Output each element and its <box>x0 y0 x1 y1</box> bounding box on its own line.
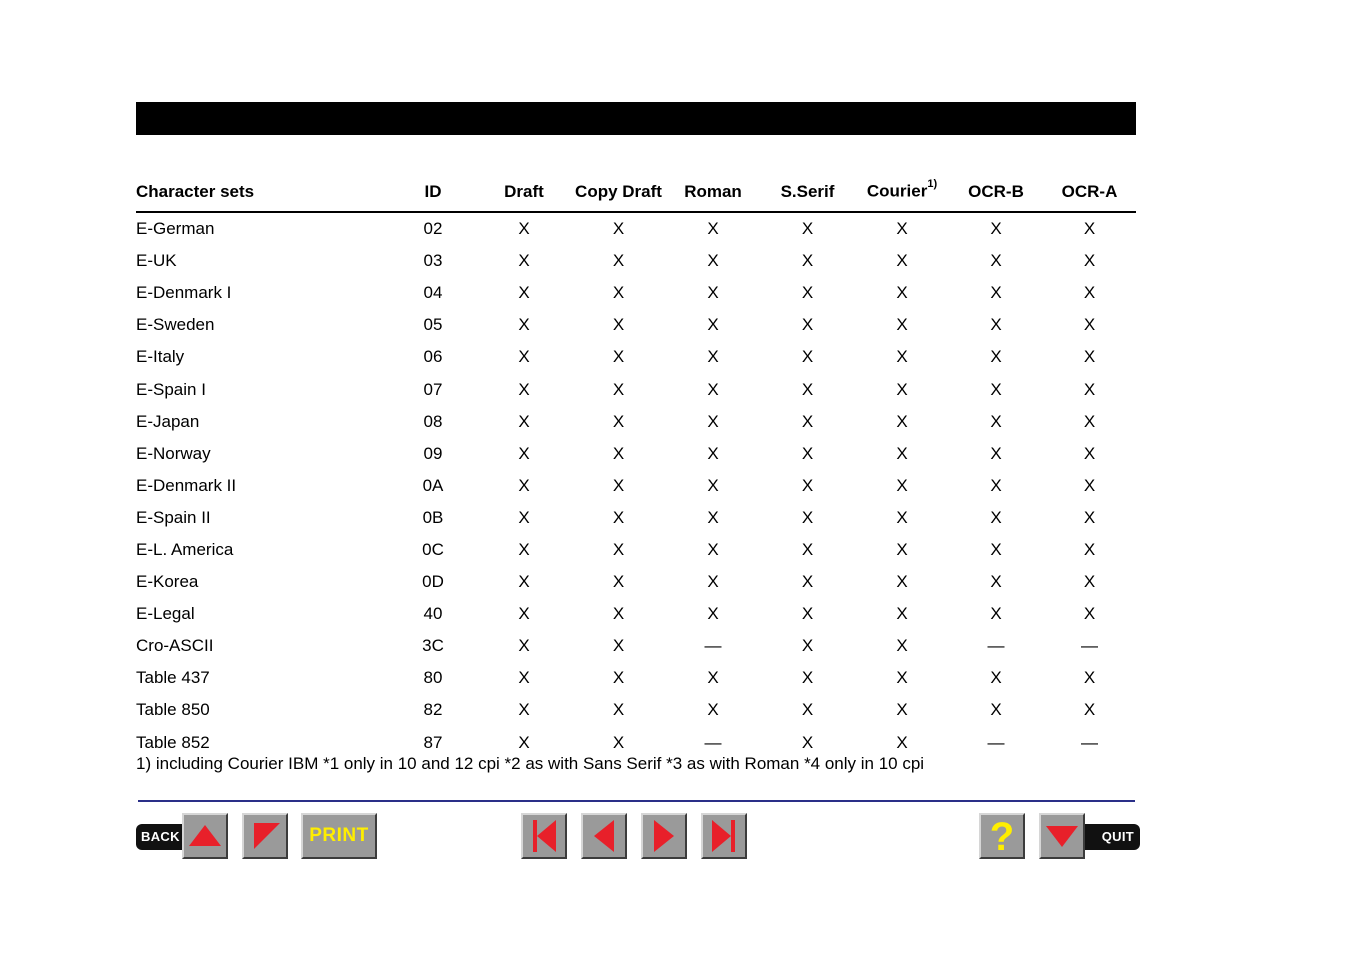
support-cell: X <box>801 315 814 335</box>
character-sets-table <box>136 166 1136 759</box>
support-cell: X <box>990 347 1002 367</box>
support-cell: X <box>707 539 719 559</box>
support-cell: X <box>518 219 530 239</box>
table-row <box>136 373 1136 405</box>
triangle-down-icon <box>1041 815 1083 857</box>
support-cell: — <box>1081 732 1098 752</box>
support-cell: X <box>896 604 908 624</box>
support-cell: X <box>612 347 625 367</box>
header-id: ID <box>389 166 477 212</box>
charset-id-cell: 3C <box>422 636 444 656</box>
courier-footnote-mark: 1) <box>927 178 938 191</box>
support-cell: — <box>987 732 1005 752</box>
support-cell: — <box>704 732 722 752</box>
support-cell: X <box>801 443 814 463</box>
quit-label[interactable] <box>1076 824 1140 850</box>
header-roman: Roman <box>666 166 760 212</box>
support-cell: — <box>987 636 1005 656</box>
support-cell: X <box>1083 443 1096 463</box>
charset-name-cell: E-Sweden <box>136 315 215 335</box>
support-cell: X <box>612 636 625 656</box>
support-cell: — <box>704 636 722 656</box>
support-cell: X <box>1083 251 1096 271</box>
charset-id-cell: 80 <box>423 668 443 688</box>
support-cell: X <box>707 379 719 399</box>
support-cell: X <box>707 507 719 527</box>
charset-name-cell: Cro-ASCII <box>136 636 214 656</box>
charset-name-cell: E-Legal <box>136 604 195 624</box>
table-row <box>136 662 1136 694</box>
support-cell: X <box>801 572 814 592</box>
support-cell: X <box>1083 315 1096 335</box>
support-cell: X <box>518 443 530 463</box>
footnote: 1) including Courier IBM *1 only in 10 and 12 cpi *2 as with Sans Serif *3 as with Roman *4 only in 10 cpi <box>136 754 925 773</box>
charset-id-cell: 82 <box>423 700 443 720</box>
support-cell: X <box>707 572 719 592</box>
table-row <box>136 598 1136 630</box>
support-cell: X <box>990 283 1002 303</box>
support-cell: X <box>707 283 719 303</box>
support-cell: X <box>612 219 625 239</box>
header-courier <box>855 166 949 212</box>
support-cell: X <box>612 443 625 463</box>
charset-id-cell: 04 <box>423 283 443 303</box>
support-cell: X <box>612 668 625 688</box>
table-row <box>136 502 1136 534</box>
support-cell: X <box>896 572 908 592</box>
support-cell: X <box>990 379 1002 399</box>
support-cell: X <box>1083 507 1096 527</box>
quit-label-text: QUIT <box>1101 829 1134 844</box>
header-sans-serif: S.Serif <box>760 166 855 212</box>
support-cell: X <box>518 732 530 752</box>
charset-name-cell: E-German <box>136 219 215 239</box>
previous-page-button[interactable] <box>581 813 627 859</box>
support-cell: X <box>612 572 625 592</box>
support-cell: — <box>1081 636 1098 656</box>
support-cell: X <box>896 732 908 752</box>
charset-id-cell: 0A <box>422 475 444 495</box>
support-cell: X <box>896 539 908 559</box>
support-cell: X <box>707 443 719 463</box>
triangle-up-icon <box>184 815 226 857</box>
question-mark-icon: ? <box>989 815 1015 859</box>
support-cell: X <box>518 507 530 527</box>
support-cell: X <box>896 251 908 271</box>
table-row <box>136 566 1136 598</box>
support-cell: X <box>896 636 908 656</box>
corner-arrow-icon <box>244 815 286 857</box>
support-cell: X <box>990 475 1002 495</box>
support-cell: X <box>1083 572 1096 592</box>
back-label-text: BACK <box>141 829 180 844</box>
support-cell: X <box>1083 379 1096 399</box>
support-cell: X <box>1083 668 1096 688</box>
quit-button[interactable] <box>1039 813 1085 859</box>
support-cell: X <box>707 315 719 335</box>
charset-id-cell: 02 <box>423 219 443 239</box>
support-cell: X <box>707 411 719 431</box>
support-cell: X <box>1083 219 1096 239</box>
charset-id-cell: 40 <box>423 604 443 624</box>
support-cell: X <box>801 732 814 752</box>
charset-name-cell: E-Italy <box>136 347 185 367</box>
support-cell: X <box>612 411 625 431</box>
table-row <box>136 341 1136 373</box>
support-cell: X <box>896 443 908 463</box>
support-cell: X <box>896 507 908 527</box>
support-cell: X <box>896 475 908 495</box>
charset-name-cell: E-Korea <box>136 572 199 592</box>
support-cell: X <box>990 572 1002 592</box>
support-cell: X <box>612 507 625 527</box>
support-cell: X <box>990 443 1002 463</box>
support-cell: X <box>801 539 814 559</box>
print-button[interactable] <box>301 813 377 859</box>
support-cell: X <box>801 507 814 527</box>
support-cell: X <box>1083 604 1096 624</box>
next-page-button[interactable] <box>641 813 687 859</box>
support-cell: X <box>1083 539 1096 559</box>
header-ocr-b: OCR-B <box>949 166 1043 212</box>
charset-name-cell: E-Spain I <box>136 379 206 399</box>
title-bar <box>136 102 1136 135</box>
support-cell: X <box>801 347 814 367</box>
support-cell: X <box>1083 411 1096 431</box>
last-page-button[interactable] <box>701 813 747 859</box>
header-character-sets: Character sets <box>136 166 389 212</box>
next-page-icon <box>643 815 685 857</box>
support-cell: X <box>518 283 530 303</box>
charset-id-cell: 07 <box>423 379 443 399</box>
support-cell: X <box>990 539 1002 559</box>
support-cell: X <box>612 732 625 752</box>
last-page-icon <box>703 815 745 857</box>
support-cell: X <box>707 347 719 367</box>
charset-name-cell: Table 852 <box>136 732 210 752</box>
support-cell: X <box>1083 283 1096 303</box>
previous-page-icon <box>583 815 625 857</box>
support-cell: X <box>990 251 1002 271</box>
table-row <box>136 309 1136 341</box>
charset-id-cell: 0B <box>422 507 444 527</box>
table-header-row <box>136 166 1136 212</box>
support-cell: X <box>990 604 1002 624</box>
support-cell: X <box>801 283 814 303</box>
support-cell: X <box>990 411 1002 431</box>
support-cell: X <box>896 411 908 431</box>
support-cell: X <box>518 379 530 399</box>
support-cell: X <box>707 668 719 688</box>
charset-id-cell: 08 <box>423 411 443 431</box>
help-button[interactable] <box>979 813 1025 859</box>
support-cell: X <box>612 604 625 624</box>
charset-name-cell: E-Japan <box>136 411 200 431</box>
support-cell: X <box>896 315 908 335</box>
charset-id-cell: 05 <box>423 315 443 335</box>
support-cell: X <box>1083 475 1096 495</box>
charset-id-cell: 06 <box>423 347 443 367</box>
table-row <box>136 534 1136 566</box>
header-draft: Draft <box>477 166 571 212</box>
support-cell: X <box>896 700 908 720</box>
support-cell: X <box>612 315 625 335</box>
support-cell: X <box>518 411 530 431</box>
support-cell: X <box>801 604 814 624</box>
support-cell: X <box>990 507 1002 527</box>
support-cell: X <box>896 283 908 303</box>
charset-id-cell: 03 <box>423 251 443 271</box>
support-cell: X <box>801 219 814 239</box>
support-cell: X <box>896 379 908 399</box>
table-row <box>136 212 1136 245</box>
support-cell: X <box>896 347 908 367</box>
table-row <box>136 277 1136 309</box>
support-cell: X <box>518 315 530 335</box>
navigation-divider <box>138 800 1135 802</box>
support-cell: X <box>518 539 530 559</box>
support-cell: X <box>518 668 530 688</box>
table-row <box>136 694 1136 726</box>
charset-id-cell: 09 <box>423 443 443 463</box>
support-cell: X <box>896 219 908 239</box>
table-row <box>136 406 1136 438</box>
support-cell: X <box>612 475 625 495</box>
support-cell: X <box>518 700 530 720</box>
support-cell: X <box>801 411 814 431</box>
table-row <box>136 470 1136 502</box>
header-ocr-a: OCR-A <box>1043 166 1136 212</box>
support-cell: X <box>707 700 719 720</box>
support-cell: X <box>518 347 530 367</box>
support-cell: X <box>518 572 530 592</box>
support-cell: X <box>612 251 625 271</box>
table-row <box>136 438 1136 470</box>
support-cell: X <box>990 668 1002 688</box>
charset-name-cell: E-Norway <box>136 443 211 463</box>
support-cell: X <box>707 251 719 271</box>
support-cell: X <box>707 604 719 624</box>
charset-name-cell: E-Denmark I <box>136 283 232 303</box>
charset-id-cell: 0D <box>422 572 444 592</box>
support-cell: X <box>612 539 625 559</box>
support-cell: X <box>518 604 530 624</box>
support-cell: X <box>801 636 814 656</box>
support-cell: X <box>518 475 530 495</box>
charset-name-cell: E-UK <box>136 251 177 271</box>
support-cell: X <box>518 636 530 656</box>
first-page-button[interactable] <box>521 813 567 859</box>
support-cell: X <box>801 700 814 720</box>
charset-name-cell: E-L. America <box>136 539 234 559</box>
support-cell: X <box>612 379 625 399</box>
support-cell: X <box>707 219 719 239</box>
support-cell: X <box>801 475 814 495</box>
charset-name-cell: Table 437 <box>136 668 210 688</box>
support-cell: X <box>990 700 1002 720</box>
charset-name-cell: Table 850 <box>136 700 210 720</box>
support-cell: X <box>990 219 1002 239</box>
table-row <box>136 630 1136 662</box>
support-cell: X <box>1083 347 1096 367</box>
table-body <box>136 212 1136 759</box>
previous-view-button[interactable] <box>242 813 288 859</box>
support-cell: X <box>612 700 625 720</box>
support-cell: X <box>518 251 530 271</box>
support-cell: X <box>896 668 908 688</box>
header-courier-label: Courier <box>866 182 928 201</box>
support-cell: X <box>707 475 719 495</box>
header-copy-draft: Copy Draft <box>571 166 666 212</box>
back-button[interactable] <box>182 813 228 859</box>
table-row <box>136 245 1136 277</box>
support-cell: X <box>612 283 625 303</box>
support-cell: X <box>1083 700 1096 720</box>
support-cell: X <box>801 668 814 688</box>
charset-id-cell: 87 <box>423 732 443 752</box>
charset-name-cell: E-Spain II <box>136 507 211 527</box>
print-label: PRINT <box>309 825 369 846</box>
charset-name-cell: E-Denmark II <box>136 475 237 495</box>
support-cell: X <box>801 251 814 271</box>
charset-id-cell: 0C <box>422 539 444 559</box>
support-cell: X <box>801 379 814 399</box>
first-page-icon <box>523 815 565 857</box>
support-cell: X <box>990 315 1002 335</box>
